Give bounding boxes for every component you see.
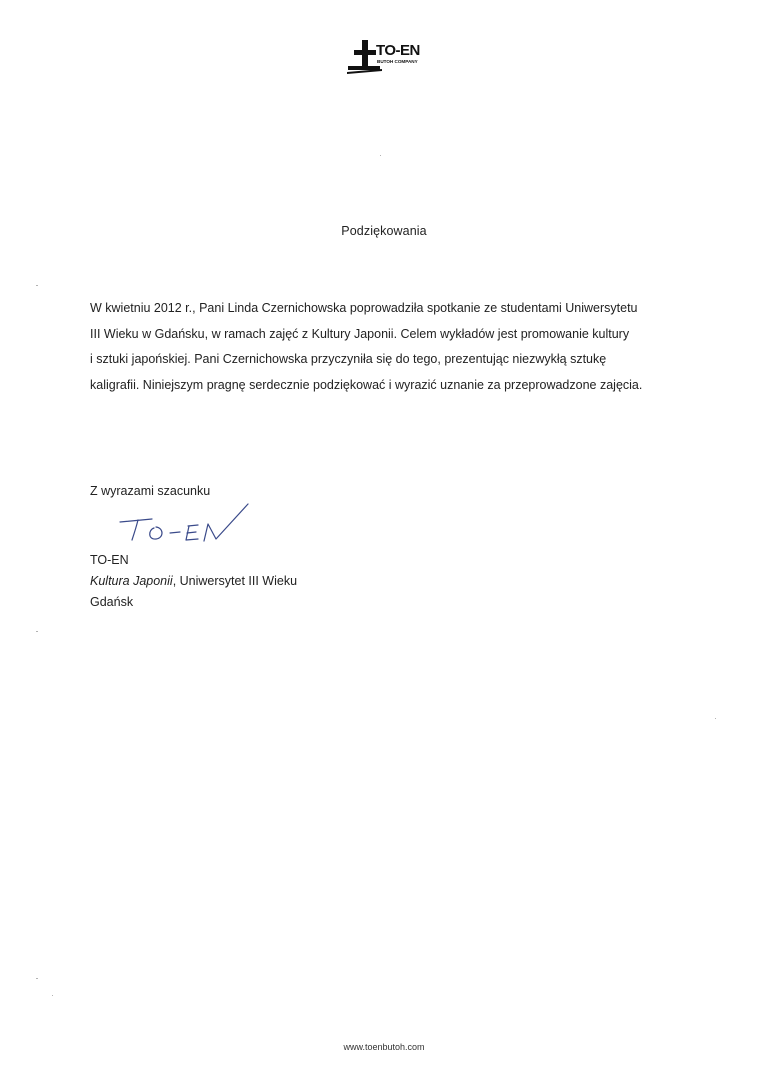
organization-rest: , Uniwersytet III Wieku [172, 574, 298, 588]
document-title: Podziękowania [341, 224, 427, 238]
svg-text:BUTOH COMPANY: BUTOH COMPANY [377, 59, 418, 64]
body-line: i sztuki japońskiej. Pani Czernichowska przyczyniła się do tego, prezentując niezwykłą sztukę [90, 352, 607, 366]
closing-phrase: Z wyrazami szacunku [90, 484, 211, 498]
body-line: W kwietniu 2012 r., Pani Linda Czernichowska poprowadziła spotkanie ze studentami Uniwersytetu [90, 301, 638, 315]
scan-speck [36, 285, 38, 286]
letter-body [90, 296, 690, 398]
scan-speck [52, 995, 53, 996]
sender-block [90, 550, 297, 613]
sender-city: Gdańsk [90, 595, 134, 609]
body-line: kaligrafii. Niniejszym pragnę serdecznie podziękować i wyrazić uznanie za przeprowadzone zajęcia. [90, 377, 643, 392]
svg-text:TO-EN: TO-EN [376, 42, 420, 59]
footer-website: www.toenbutoh.com [343, 1042, 425, 1052]
sender-name: TO-EN [90, 553, 129, 567]
handwritten-signature [112, 500, 252, 546]
body-line: III Wieku w Gdańsku, w ramach zajęć z Kultury Japonii. Celem wykładów jest promowanie kultury [90, 326, 630, 341]
scan-speck [36, 631, 38, 632]
sender-organization [90, 571, 297, 592]
scan-speck [380, 155, 381, 156]
organization-italic: Kultura Japonii [90, 574, 173, 588]
to-en-logo [346, 36, 426, 76]
scan-speck [715, 718, 716, 719]
scan-speck [36, 978, 38, 979]
